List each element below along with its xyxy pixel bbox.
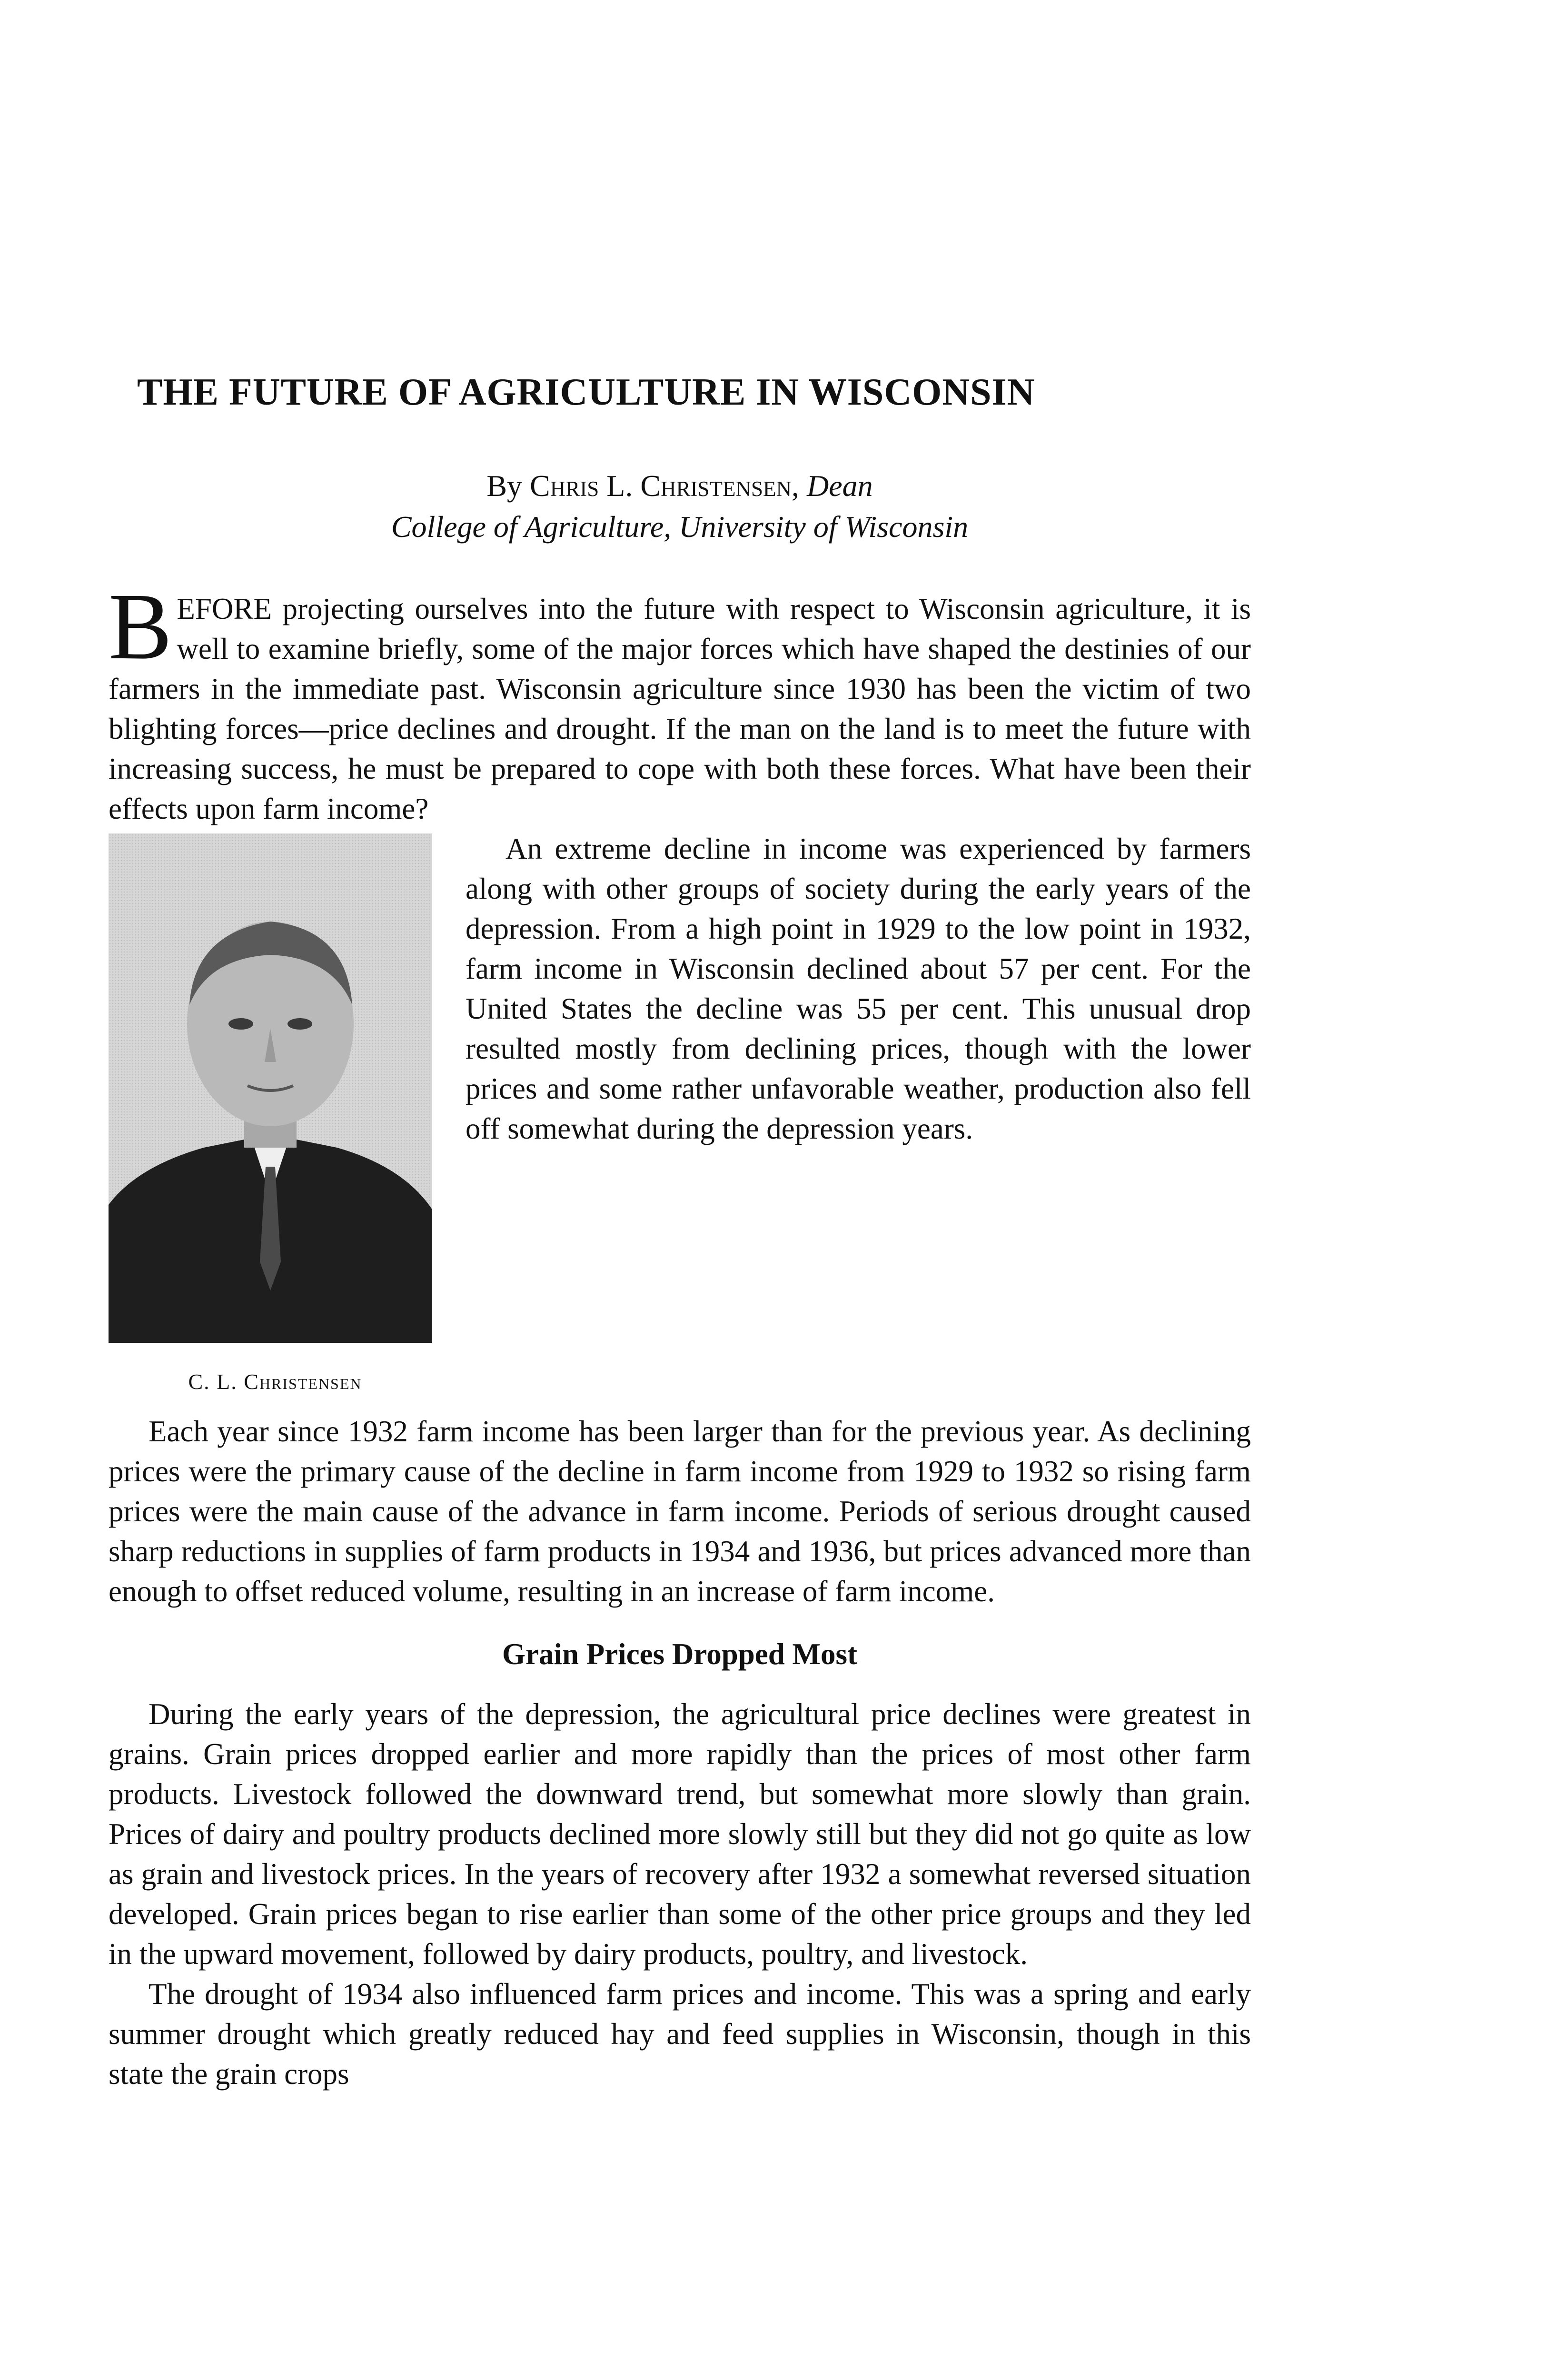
article-body [109,574,1251,2094]
byline-prefix: By [486,469,523,503]
article-column [109,371,1251,2094]
byline [109,466,1251,506]
section-heading: Grain Prices Dropped Most [502,1637,857,1671]
paragraph-2: An extreme decline in income was experienced by farmers along with other groups of society during the early years of the depression. From a high point in 1929 to the low point in 1932, farm income in Wisconsin declined about 57 per cent. For the United States the decline was 55 per cent. This unusual drop resulted mostly from declining prices, though with the lower prices and some rather unfavorable weather, production also fell off somewhat during the depression years. [466,832,1251,1145]
drop-cap: B [109,574,172,679]
article-title: THE FUTURE OF AGRICULTURE IN WISCONSIN [137,371,1035,413]
portrait-caption: C. L. Christensen [188,1369,362,1394]
paragraph-5: The drought of 1934 also influenced farm prices and income. This was a spring and early summer drought which greatly reduced hay and feed supplies in Wisconsin, though in this state the grain crops [109,1977,1251,2091]
author-role: Dean [807,469,873,503]
paragraph-3: Each year since 1932 farm income has been larger than for the previous year. As declining prices were the primary cause of the decline in farm income from 1929 to 1932 so rising farm prices were the main cause of the advance in farm income. Periods of serious drought caused sharp reductions in supplies of farm products in 1934 and 1936, but prices advanced more than enough to offset reduced volume, resulting in an increase of farm income. [109,1414,1251,1608]
paragraph-1-text: EFORE projecting ourselves into the future with respect to Wisconsin agriculture, it is well to examine briefly, some of the major forces which have shaped the destinies of our farmers in the immediate past. Wisconsin agriculture since 1930 has been the victim of two blighting forces—price declines and drought. If the man on the land is to meet the future with increasing success, he must be prepared to cope with both these forces. What have been their effects upon farm income? [109,592,1251,825]
author-name: Chris L. Christensen, [530,469,800,503]
paragraph-4: During the early years of the depression, the agricultural price declines were greatest in grains. Grain prices dropped earlier and more rapidly than the prices of most other farm products. Livestock followed the downward trend, but somewhat more slowly than grain. Prices of dairy and poultry products declined more slowly still but they did not go quite as low as grain and livestock prices. In the years of recovery after 1932 a somewhat reversed situation developed. Grain prices began to rise earlier than some of the other price groups and they led in the upward movement, followed by dairy products, poultry, and livestock. [109,1697,1251,1971]
author-affiliation: College of Agriculture, University of Wisconsin [391,510,969,544]
portrait-photo [109,833,432,1343]
portrait-figure [109,833,442,1402]
paragraph-1 [109,574,1251,829]
portrait-illustration [109,833,432,1343]
